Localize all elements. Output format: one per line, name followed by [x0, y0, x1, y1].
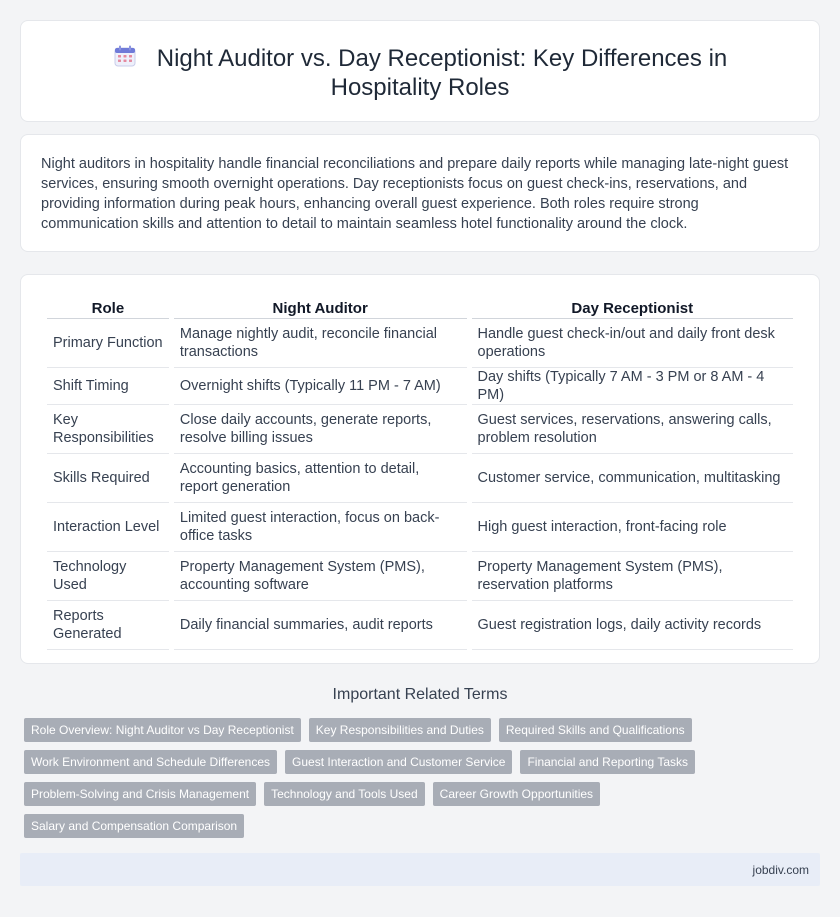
page-title: Night Auditor vs. Day Receptionist: Key Differences in Hospitality Roles: [156, 45, 728, 101]
related-term-tag[interactable]: Role Overview: Night Auditor vs Day Receptionist: [24, 718, 301, 742]
related-terms-title: Important Related Terms: [332, 686, 508, 703]
table-row: [47, 368, 793, 405]
related-term-tag[interactable]: Guest Interaction and Customer Service: [285, 750, 512, 774]
day-receptionist-cell: Handle guest check-in/out and daily front desk operations: [472, 319, 794, 368]
header-role: Role: [47, 295, 169, 319]
row-label: Technology Used: [47, 552, 169, 601]
related-term-tag[interactable]: Problem-Solving and Crisis Management: [24, 782, 256, 806]
page-title-wrap: [21, 44, 819, 102]
day-receptionist-cell: Property Management System (PMS), reservation platforms: [472, 552, 794, 601]
related-term-tag[interactable]: Key Responsibilities and Duties: [309, 718, 491, 742]
night-auditor-cell: Property Management System (PMS), accounting software: [174, 552, 467, 601]
header-night-auditor: Night Auditor: [174, 295, 467, 319]
header-card: [20, 20, 820, 122]
footer: [20, 853, 820, 886]
night-auditor-cell: Limited guest interaction, focus on back-office tasks: [174, 503, 467, 552]
comparison-table: [42, 295, 798, 650]
related-term-tag[interactable]: Work Environment and Schedule Differences: [24, 750, 277, 774]
row-label: Key Responsibilities: [47, 405, 169, 454]
table-header-row: [47, 295, 793, 319]
row-label: Shift Timing: [47, 368, 169, 405]
intro-card: [20, 134, 820, 252]
related-term-tag[interactable]: Financial and Reporting Tasks: [520, 750, 695, 774]
related-term-tag[interactable]: Career Growth Opportunities: [433, 782, 600, 806]
night-auditor-cell: Overnight shifts (Typically 11 PM - 7 AM): [174, 368, 467, 405]
table-row: [47, 405, 793, 454]
table-row: [47, 319, 793, 368]
footer-site-link[interactable]: jobdiv.com: [752, 863, 809, 877]
comparison-card: [20, 274, 820, 664]
night-auditor-cell: Daily financial summaries, audit reports: [174, 601, 467, 650]
related-term-tag[interactable]: Required Skills and Qualifications: [499, 718, 692, 742]
related-terms-tags: [24, 718, 804, 838]
row-label: Reports Generated: [47, 601, 169, 650]
night-auditor-cell: Manage nightly audit, reconcile financial transactions: [174, 319, 467, 368]
table-row: [47, 552, 793, 601]
day-receptionist-cell: High guest interaction, front-facing role: [472, 503, 794, 552]
related-term-tag[interactable]: Salary and Compensation Comparison: [24, 814, 244, 838]
row-label: Primary Function: [47, 319, 169, 368]
day-receptionist-cell: Day shifts (Typically 7 AM - 3 PM or 8 AM - 4 PM): [472, 368, 794, 405]
related-term-tag[interactable]: Technology and Tools Used: [264, 782, 425, 806]
table-row: [47, 503, 793, 552]
header-day-receptionist: Day Receptionist: [472, 295, 794, 319]
table-row: [47, 454, 793, 503]
row-label: Skills Required: [47, 454, 169, 503]
day-receptionist-cell: Guest registration logs, daily activity records: [472, 601, 794, 650]
day-receptionist-cell: Guest services, reservations, answering calls, problem resolution: [472, 405, 794, 454]
night-auditor-cell: Accounting basics, attention to detail, report generation: [174, 454, 467, 503]
night-auditor-cell: Close daily accounts, generate reports, resolve billing issues: [174, 405, 467, 454]
row-label: Interaction Level: [47, 503, 169, 552]
calendar-icon: [113, 44, 137, 68]
intro-text: Night auditors in hospitality handle financial reconciliations and prepare daily reports while managing late-night guest services, ensuring smooth overnight operations. Day receptionists focus on guest check-ins, reservations, and providing information during peak hours, enhancing overall guest experience. Both roles require strong communication skills and attention to detail to maintain seamless hotel functionality around the clock.: [41, 156, 789, 232]
day-receptionist-cell: Customer service, communication, multitasking: [472, 454, 794, 503]
table-row: [47, 601, 793, 650]
